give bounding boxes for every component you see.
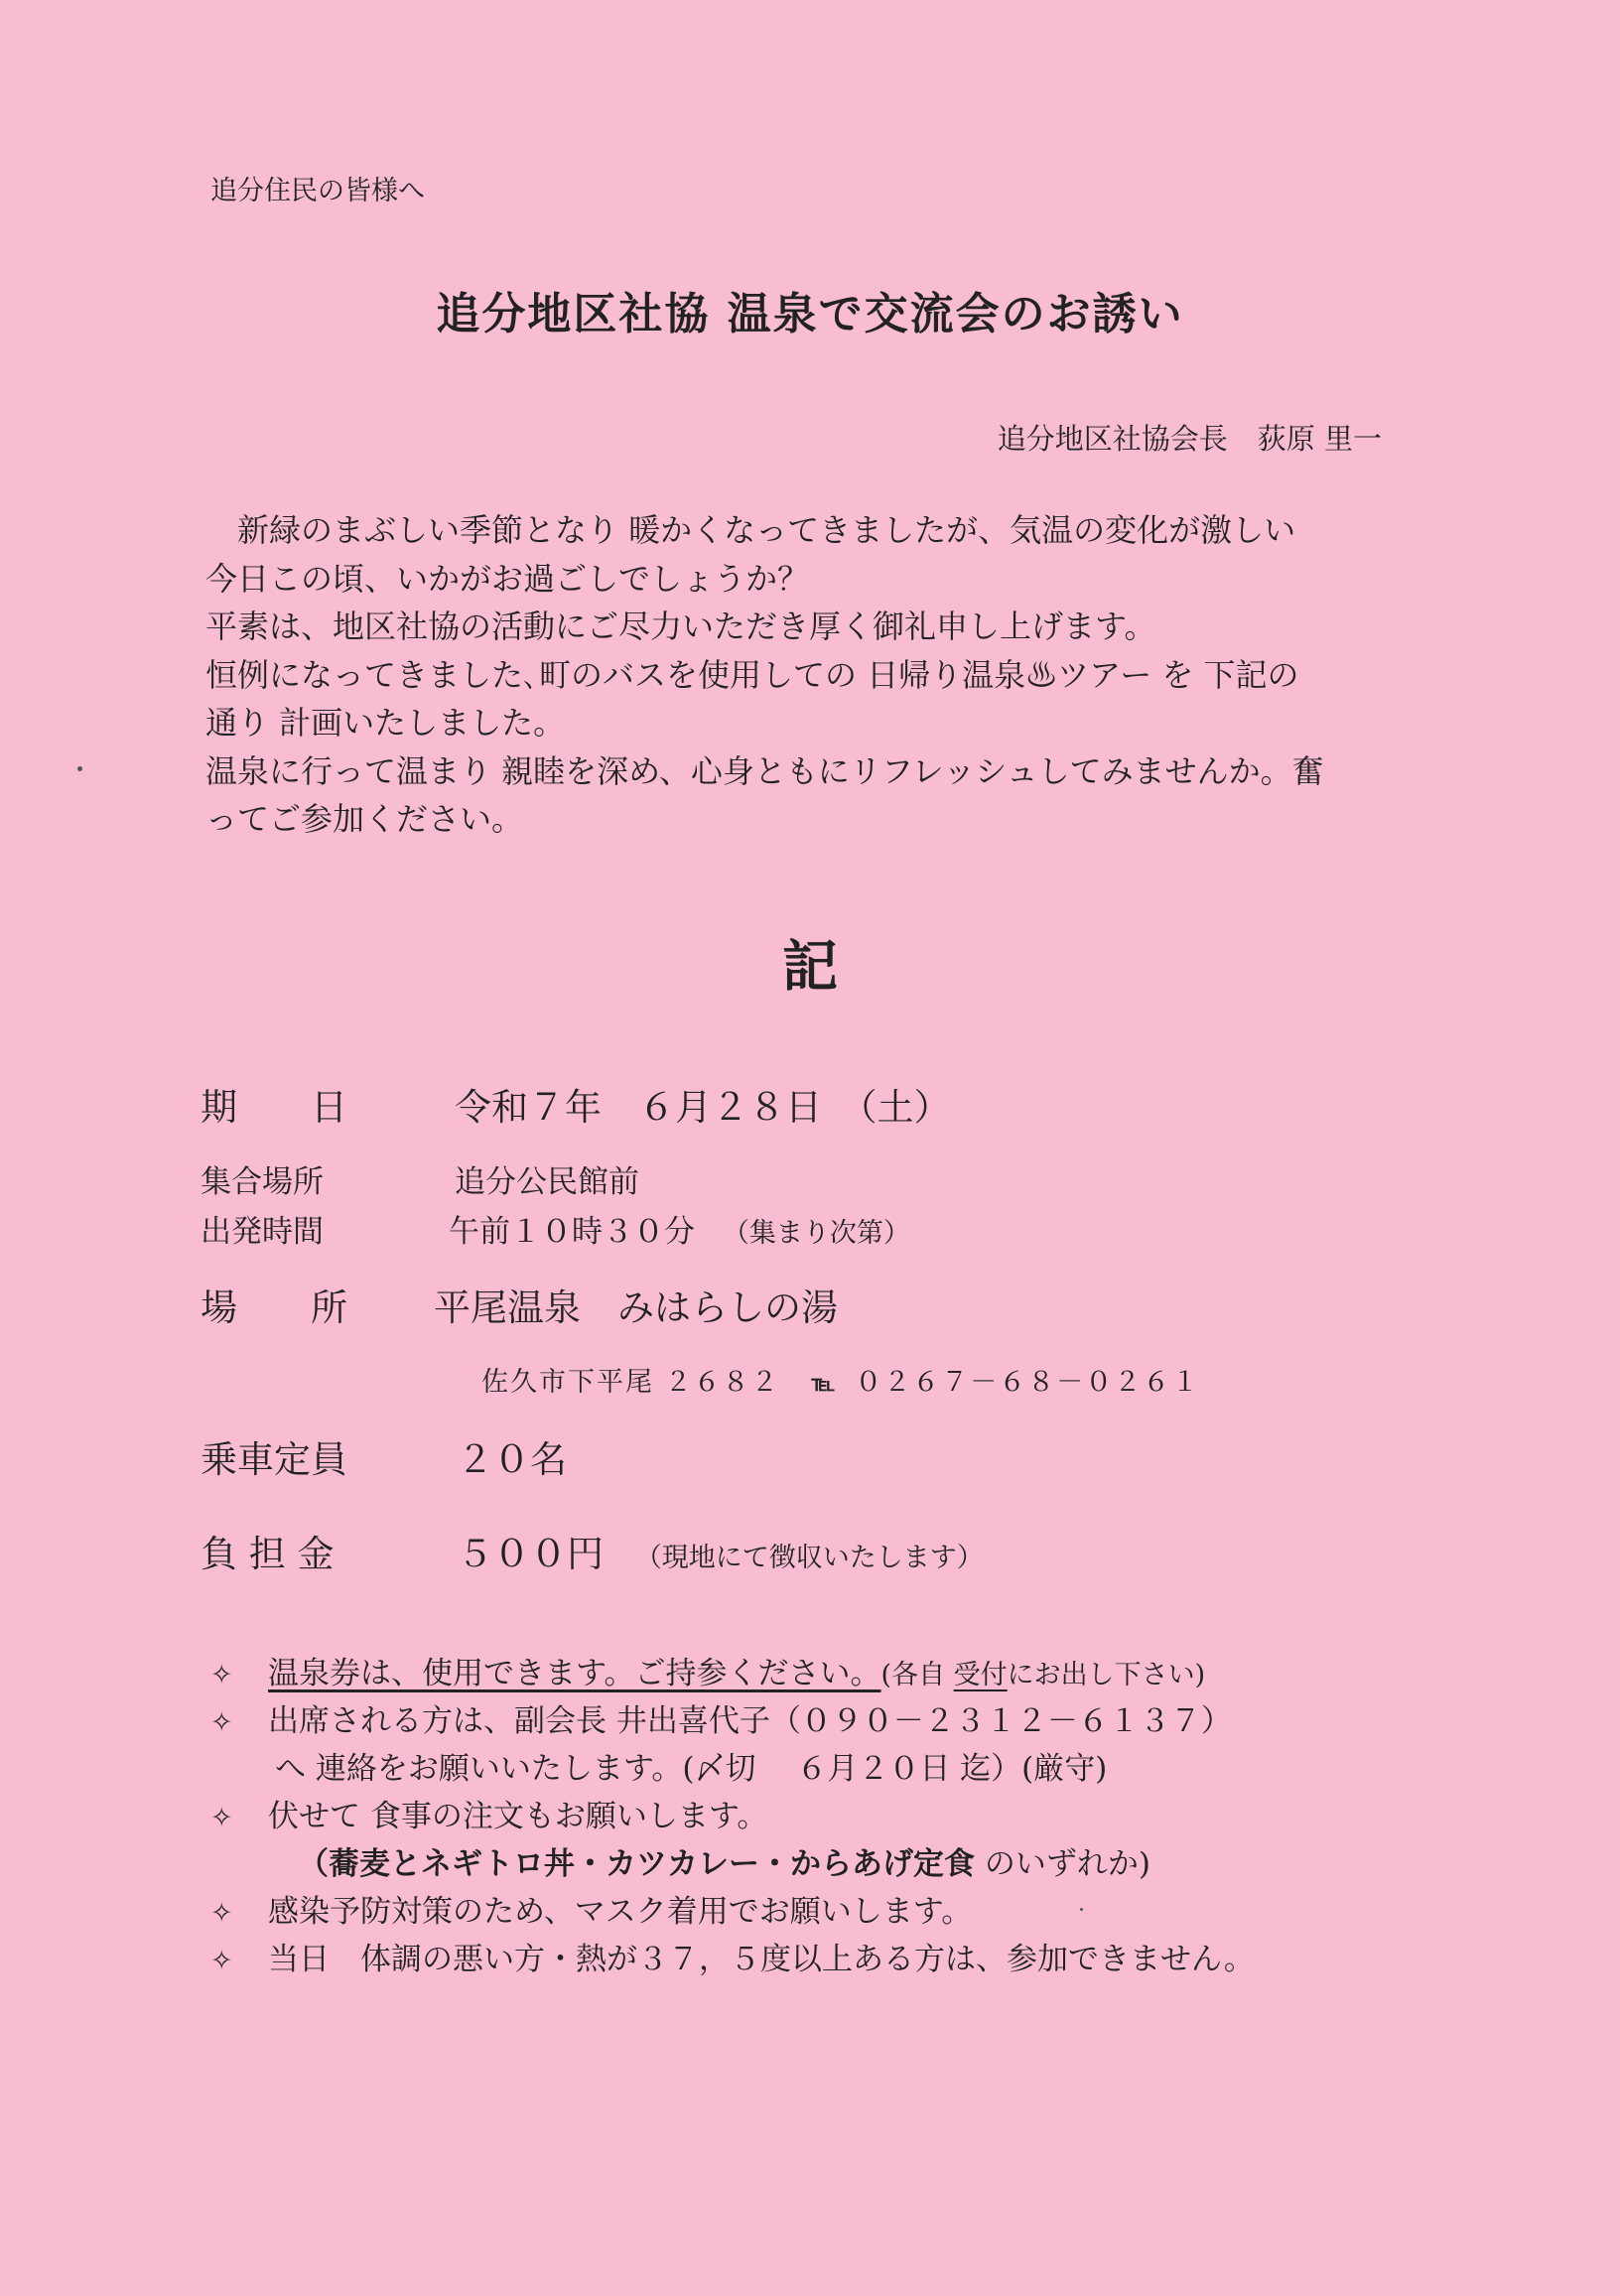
food-options [210,1840,1255,1888]
fee-amount: ５００円 [457,1533,604,1575]
date-label: 期 日 [201,1086,347,1129]
note-item [210,1650,1255,1697]
meeting-value: 追分公民館前 [455,1164,639,1200]
body-line: 平素は、地区社協の活動にご尽力いただき厚く御礼申し上げます。 [205,608,1156,645]
capacity-label: 乗車定員 [201,1438,347,1481]
note-text: 伏せて 食事の注文もお願いします。 [268,1799,768,1834]
paper-speck [77,766,82,771]
page-title: 追分地区社協 温泉で交流会のお誘い [436,289,1184,339]
note-text: 出席される方は、副会長 井出喜代子（０９０－２３１２－６１３７） [268,1703,1232,1739]
meeting-label: 集合場所 [201,1164,324,1200]
departure-note: （集まり次第） [722,1218,910,1249]
address-line [481,1360,1200,1399]
note-text: のいずれか) [975,1846,1150,1882]
sparkle-icon: ✧ [210,1803,233,1833]
note-item [210,1697,1255,1745]
date-value: 令和７年 ６月２８日 （土） [455,1086,951,1129]
greeting-paragraph [205,506,1417,844]
place-label: 場 所 [201,1286,347,1329]
paper-speck [1080,1908,1083,1911]
author-role: 追分地区社協会長 [997,422,1228,456]
note-item [210,1793,1255,1840]
note-text: にお出し下さい) [1007,1660,1206,1690]
sparkle-icon: ✧ [210,1660,233,1690]
note-text: へ 連絡をお願いいたします。(〆切 ６月２０日 迄）(厳守) [275,1751,1108,1787]
address: 佐久市下平尾 ２６８２ [481,1367,780,1398]
telephone-icon: ℡ [811,1371,838,1397]
ki-heading: 記 [782,934,838,1000]
departure-value [449,1206,910,1251]
capacity-value: ２０名 [457,1438,567,1481]
note-text: 温泉券は、使用できます。ご持参ください。 [268,1656,881,1691]
addressee: 追分住民の皆様へ [210,176,425,206]
note-item [210,1888,1255,1936]
fee-note: （現地にて徴収いたします） [634,1543,984,1573]
body-line: 今日この頃、いかがお過ごしでしょうか？ [205,559,810,598]
sparkle-icon: ✧ [210,1898,233,1929]
fee-label: 負 担 金 [201,1533,335,1575]
sparkle-icon: ✧ [210,1707,233,1738]
phone-number: ０２６７－６８－０２６１ [855,1367,1201,1398]
sparkle-icon: ✧ [210,1946,233,1976]
note-text: 感染予防対策のため、マスク着用でお願いします。 [268,1894,973,1930]
place-value: 平尾温泉 みはらしの湯 [434,1286,838,1329]
note-text: 受付 [953,1660,1008,1690]
body-line: 通り 計画いたしました。 [205,704,566,742]
departure-label: 出発時間 [201,1214,324,1250]
author-line [998,417,1382,458]
note-text: (各自 [880,1660,954,1690]
note-item [210,1936,1255,1983]
body-line: 新緑のまぶしい季節となり 暖かくなってきましたが、気温の変化が激しい [237,511,1296,549]
note-text: 当日 体調の悪い方・熱が３７，５度以上ある方は、参加できません。 [268,1942,1255,1977]
note-continuation [210,1745,1255,1793]
body-line: ってご参加ください。 [205,800,524,838]
body-line: 温泉に行って温まり 親睦を深め、心身ともにリフレッシュしてみませんか。奮 [205,751,1324,790]
departure-time: 午前１０時３０分 [449,1214,695,1250]
notes-list [210,1650,1255,1983]
fee-value [457,1524,984,1577]
author-name: 荻原 里一 [1257,422,1382,456]
body-line: 恒例になってきました､町のバスを使用しての 日帰り温泉♨ツアー を 下記の [205,655,1299,694]
food-list: （蕎麦とネギトロ丼・カツカレー・からあげ定食 [298,1846,975,1882]
